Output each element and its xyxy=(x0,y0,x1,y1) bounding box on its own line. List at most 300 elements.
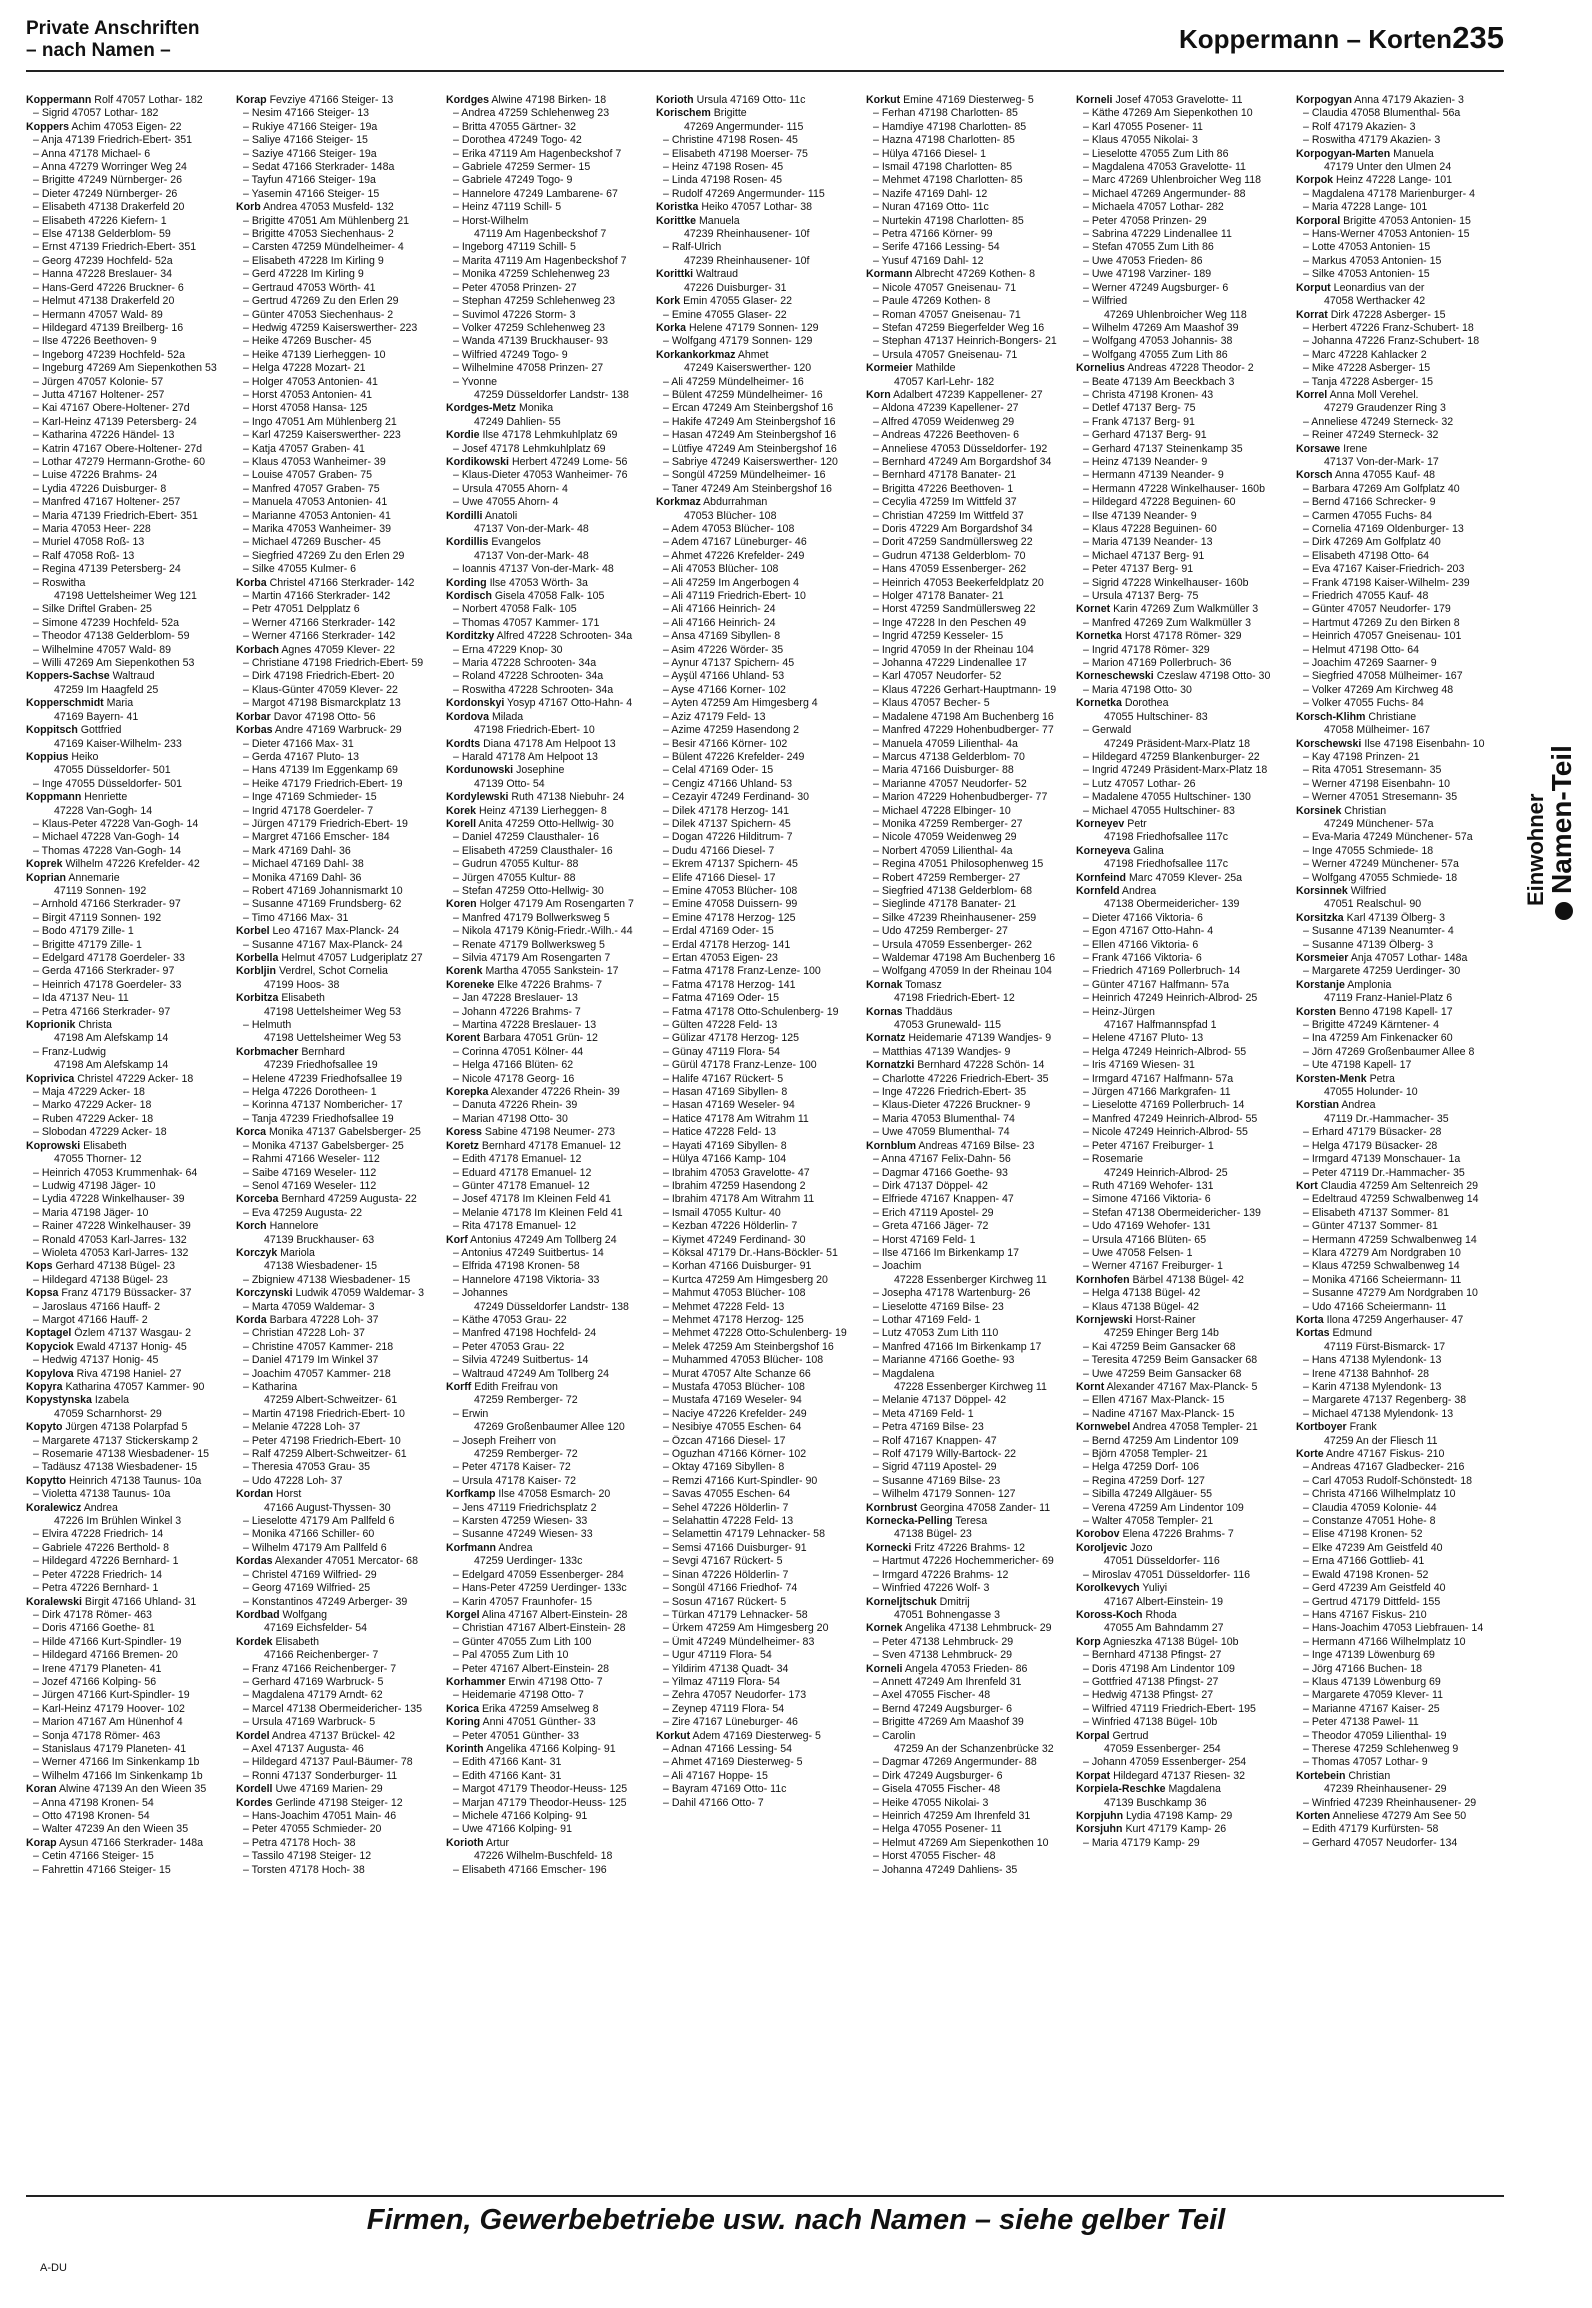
directory-subentry: – Savas 47055 Eschen- 64 xyxy=(663,1488,791,1501)
directory-subentry: – Marion 47229 Hohenbudberger- 77 xyxy=(873,791,1048,804)
directory-subentry: – Heike 47269 Buscher- 45 xyxy=(243,335,372,348)
directory-subentry: – Kiymet 47249 Ferdinand- 30 xyxy=(663,1233,806,1246)
entry-details: Christel 47229 Acker- 18 xyxy=(77,1072,194,1085)
directory-subentry: – Nadine 47167 Max-Planck- 15 xyxy=(1083,1407,1235,1420)
directory-subentry: – Wilhelm 47269 Am Maashof 39 xyxy=(1083,321,1239,334)
directory-subentry: – Waldemar 47198 Am Buchenberg 16 xyxy=(873,952,1056,964)
entry-details: Elisabeth xyxy=(83,1139,127,1152)
entry-details: Barbara 47051 Grün- 12 xyxy=(483,1032,598,1045)
directory-subentry: – Thomas 47228 Van-Gogh- 14 xyxy=(33,844,182,857)
surname: Koppmann xyxy=(26,791,82,804)
surname: Korneli xyxy=(866,1662,903,1675)
directory-subentry: – Ingrid 47178 Römer- 329 xyxy=(1083,643,1210,656)
directory-entry xyxy=(446,1542,654,1555)
directory-entry xyxy=(236,1797,444,1810)
entry-details: Georgina 47058 Zander- 11 xyxy=(920,1501,1051,1514)
directory-subentry: – Marian 47198 Otto- 30 xyxy=(453,1112,568,1125)
directory-subentry: – Marika 47053 Wanheimer- 39 xyxy=(243,523,391,535)
address-continuation: 47179 Unter den Ulmen 24 xyxy=(1324,161,1452,174)
directory-subentry: – Manfred 47229 Hohenbudberger- 77 xyxy=(873,724,1054,737)
address-continuation: 47139 Buschkamp 36 xyxy=(1104,1796,1207,1809)
entry-details: Agnieszka 47138 Bügel- 10b xyxy=(1103,1635,1239,1648)
directory-subentry: – Ursula 47166 Blüten- 65 xyxy=(1083,1233,1207,1246)
directory-subentry: – Sabriye 47249 Kaiserswerther- 120 xyxy=(663,455,838,468)
directory-subentry: – Emine 47055 Glaser- 22 xyxy=(663,308,787,321)
surname: Kornwebel xyxy=(1076,1421,1131,1434)
directory-entry xyxy=(446,898,654,911)
directory-subentry: – Konstantinos 47249 Arberger- 39 xyxy=(243,1595,408,1608)
surname: Korsch-Klihm xyxy=(1296,710,1366,723)
directory-subentry: – Jörn 47269 Großenbaumer Allee 8 xyxy=(1303,1045,1475,1058)
directory-subentry: – Sigrid 47057 Lothar- 182 xyxy=(33,107,159,120)
surname: Korczyk xyxy=(236,1246,278,1259)
directory-entry xyxy=(866,362,1074,375)
directory-subentry: – Bülent 47259 Mündelheimer- 16 xyxy=(663,388,823,401)
entry-details: Teresa xyxy=(955,1515,988,1528)
directory-subentry: – Susanne 47169 Frundsberg- 62 xyxy=(243,898,402,911)
directory-subentry: – Ibrahim 47259 Hasendong 2 xyxy=(663,1179,806,1192)
entry-details: Bärbel 47138 Bügel- 42 xyxy=(1132,1273,1244,1286)
directory-subentry: – Heinz 47119 Schill- 5 xyxy=(453,201,562,214)
directory-subentry: – Yildirim 47138 Quadt- 34 xyxy=(663,1662,789,1675)
address-continuation: 47119 Sonnen- 192 xyxy=(54,884,147,897)
entry-details: Manuela xyxy=(1393,147,1434,160)
address-continuation: 47055 Hultschiner- 83 xyxy=(1104,710,1208,723)
directory-subentry: – Melek 47259 Am Steinbergshof 16 xyxy=(663,1340,834,1353)
directory-entry xyxy=(866,1502,1074,1515)
directory-subentry: – Hildegard 47259 Blankenburger- 22 xyxy=(1083,750,1260,763)
directory-entry xyxy=(1296,952,1496,965)
directory-subentry: – Magdalena 47178 Marienburger- 4 xyxy=(1303,187,1475,200)
directory-entry xyxy=(1296,711,1496,724)
surname: Korischem xyxy=(656,107,711,120)
directory-subentry: – Frank 47137 Berg- 91 xyxy=(1083,415,1195,428)
directory-subentry: – Jens 47119 Friedrichsplatz 2 xyxy=(453,1501,597,1514)
directory-subentry: – Ismail 47198 Charlotten- 85 xyxy=(873,161,1012,174)
directory-subentry: – Käthe 47269 Am Siepenkothen 10 xyxy=(1083,107,1253,120)
directory-subentry: – Werner 47166 Sterkrader- 142 xyxy=(243,616,396,629)
directory-subentry: – Ertan 47053 Eigen- 23 xyxy=(663,952,778,964)
surname: Korenk xyxy=(446,965,483,978)
surname: Kort xyxy=(1296,1179,1318,1192)
surname: Korneyev xyxy=(1076,817,1125,830)
entry-details: Ilse 47053 Wörth- 3a xyxy=(489,576,588,589)
directory-subentry: – Monika 47259 Remberger- 27 xyxy=(873,817,1023,830)
entry-details: Barbara 47228 Loh- 37 xyxy=(269,1313,379,1326)
directory-subentry: – Zire 47167 Lüneburger- 46 xyxy=(663,1716,798,1729)
directory-entry xyxy=(866,1542,1074,1555)
surname: Korpiela-Reschke xyxy=(1076,1783,1166,1796)
directory-entry xyxy=(446,1609,654,1622)
entry-details: Frank xyxy=(1349,1421,1377,1434)
entry-details: Josef 47053 Gravelotte- 11 xyxy=(1115,94,1243,106)
directory-subentry: – Gertraud 47053 Wörth- 41 xyxy=(243,281,376,294)
directory-subentry: – Mustafa 47053 Blücher- 108 xyxy=(663,1381,805,1393)
entry-details: Anatoli xyxy=(484,509,518,522)
directory-subentry: – Helene 47239 Friedhofsallee 19 xyxy=(243,1072,403,1085)
directory-entry xyxy=(1296,309,1496,322)
directory-subentry: – Gerda 47167 Pluto- 13 xyxy=(243,750,360,763)
address-continuation: 47051 Realschul- 90 xyxy=(1324,898,1422,911)
directory-subentry: – Tanja 47228 Asberger- 15 xyxy=(1303,375,1433,388)
directory-entry xyxy=(236,965,444,978)
directory-subentry: – Michael 47228 Elbinger- 10 xyxy=(873,804,1011,817)
entry-details: Monika xyxy=(519,402,554,415)
directory-subentry: – Hermann 47259 Schwalbenweg 14 xyxy=(1303,1233,1477,1246)
directory-subentry: – Johanna 47249 Dahliens- 35 xyxy=(873,1863,1018,1876)
surname: Kormann xyxy=(866,268,913,281)
directory-subentry: – Udo 47259 Remberger- 27 xyxy=(873,925,1008,938)
directory-subentry: – Ida 47137 Neu- 11 xyxy=(33,992,129,1005)
directory-subentry: – Ahmet 47226 Krefelder- 249 xyxy=(663,549,805,562)
side-tab-title-text: Namen-Teil xyxy=(1546,745,1577,894)
directory-subentry: – Claudia 47059 Kolonie- 44 xyxy=(1303,1501,1437,1514)
entry-details: Erika 47259 Amselweg 8 xyxy=(481,1702,599,1715)
directory-subentry: – Inge 47055 Schmiede- 18 xyxy=(1303,844,1434,857)
directory-subentry: – Marianne 47053 Antonien- 41 xyxy=(243,509,391,522)
entry-details: Aysun 47166 Sterkrader- 148a xyxy=(58,1836,204,1849)
entry-details: Christiane xyxy=(1368,710,1417,723)
directory-subentry: – Karl 47057 Neudorfer- 52 xyxy=(873,670,1002,683)
directory-subentry: – Ayşül 47166 Uhland- 53 xyxy=(663,670,785,683)
directory-subentry: – Dirk 47178 Römer- 463 xyxy=(33,1608,152,1621)
entry-details: Antonius 47249 Am Tollberg 24 xyxy=(470,1233,617,1246)
directory-subentry: – Aziz 47179 Feld- 13 xyxy=(663,710,766,723)
directory-subentry: – Cengiz 47166 Uhland- 53 xyxy=(663,777,792,790)
directory-subentry: – Elisabeth 47137 Sommer- 81 xyxy=(1303,1206,1450,1219)
directory-entry xyxy=(236,1636,444,1649)
directory-subentry: – Emine 47178 Herzog- 125 xyxy=(663,911,796,924)
surname: Korsinek xyxy=(1296,804,1342,817)
directory-subentry: – Klara 47279 Am Nordgraben 10 xyxy=(1303,1246,1461,1259)
directory-entry xyxy=(446,1743,654,1756)
surname: Kordunowski xyxy=(446,764,514,777)
surname: Koppitsch xyxy=(26,724,78,737)
surname: Kornek xyxy=(866,1622,903,1635)
directory-subentry: – Michael 47138 Mylendonk- 13 xyxy=(1303,1407,1454,1420)
directory-subentry: – Nesim 47166 Steiger- 13 xyxy=(243,107,370,120)
directory-subentry: – Georg 47239 Hochfeld- 52a xyxy=(33,254,173,267)
entry-details: Brigitte xyxy=(713,107,747,120)
directory-entry xyxy=(446,94,654,107)
directory-subentry: – Naciye 47226 Krefelder- 249 xyxy=(663,1407,807,1420)
entry-details: Yuliyi xyxy=(1142,1582,1168,1595)
entry-details: Henriette xyxy=(84,791,128,804)
directory-subentry: – Sven 47138 Lehmbruck- 29 xyxy=(873,1649,1012,1662)
directory-subentry: – Elisabeth 47166 Emscher- 196 xyxy=(453,1863,607,1876)
directory-subentry: – Sibilla 47249 Allgäuer- 55 xyxy=(1083,1488,1212,1501)
directory-subentry: – Egon 47167 Otto-Hahn- 4 xyxy=(1083,925,1214,938)
entry-details: Rolf 47057 Lothar- 182 xyxy=(94,94,203,106)
entry-details: Gottfried xyxy=(80,724,122,737)
directory-subentry: – Helga 47228 Mozart- 21 xyxy=(243,362,366,375)
entry-details: Hannelore xyxy=(269,1220,319,1233)
directory-subentry: – Gabriele 47259 Sermer- 15 xyxy=(453,161,591,174)
directory-subentry: – Susanne 47279 Am Nordgraben 10 xyxy=(1303,1287,1478,1300)
address-continuation: 47226 Im Brühlen Winkel 3 xyxy=(54,1515,182,1528)
directory-subentry: – Özcan 47166 Diesel- 17 xyxy=(663,1434,786,1447)
directory-subentry: – Margarete 47059 Klever- 11 xyxy=(1303,1689,1443,1702)
directory-subentry: – Maria 47053 Blumenthal- 74 xyxy=(873,1112,1015,1125)
directory-subentry: – Horst 47055 Fischer- 48 xyxy=(873,1850,996,1863)
entry-details: Andrea xyxy=(83,1501,118,1514)
directory-subentry: – Köksal 47179 Dr.-Hans-Böckler- 51 xyxy=(663,1246,838,1259)
directory-entry xyxy=(446,764,654,777)
entry-details: Amplonia xyxy=(1347,978,1392,991)
directory-column xyxy=(656,94,864,2180)
directory-subentry: – Margot 47166 Hauff- 2 xyxy=(33,1313,148,1326)
directory-subentry: – Friedrich 47055 Kauf- 48 xyxy=(1303,590,1429,603)
address-continuation: 47167 Halfmannspfad 1 xyxy=(1104,1019,1217,1032)
directory-subentry: – Udo 47166 Scheiermann- 11 xyxy=(1303,1300,1447,1313)
directory-column xyxy=(866,94,1074,2180)
directory-subentry: – Lieselotte 47055 Zum Lith 86 xyxy=(1083,147,1229,160)
surname: Kordonskyi xyxy=(446,697,505,710)
directory-subentry: – Maria 47139 Friedrich-Ebert- 351 xyxy=(33,509,198,522)
directory-subentry: – Heinrich 47249 Heinrich-Albrod- 25 xyxy=(1083,992,1258,1005)
directory-entry xyxy=(1076,1421,1294,1434)
surname: Korbella xyxy=(236,952,279,964)
directory-subentry: – Sehel 47226 Hölderlin- 7 xyxy=(663,1501,789,1514)
directory-subentry: – Manuela 47053 Antonien- 41 xyxy=(243,496,388,509)
directory-subentry: – Erika 47119 Am Hagenbeckshof 7 xyxy=(453,147,622,160)
directory-subentry: – Beate 47139 Am Beeckbach 3 xyxy=(1083,375,1235,388)
directory-subentry: – Werner 47166 Sterkrader- 142 xyxy=(243,630,396,643)
directory-subentry: – Ahmet 47169 Diesterweg- 5 xyxy=(663,1756,803,1769)
directory-subentry: – Holger 47053 Antonien- 41 xyxy=(243,375,378,388)
directory-subentry: – Björn 47058 Templer- 21 xyxy=(1083,1448,1208,1461)
address-continuation: 47259 Albert-Schweitzer- 61 xyxy=(264,1394,398,1407)
directory-subentry: – Ingo 47051 Am Mühlenberg 21 xyxy=(243,415,397,428)
surname: Kordek xyxy=(236,1635,273,1648)
directory-subentry: – Ralf 47058 Roß- 13 xyxy=(33,549,135,562)
directory-subentry: – Dirk 47198 Friedrich-Ebert- 20 xyxy=(243,670,395,683)
directory-subentry: – Gabriele 47249 Togo- 9 xyxy=(453,174,573,187)
directory-entry xyxy=(26,670,234,683)
directory-subentry: – Yasemin 47166 Steiger- 15 xyxy=(243,187,380,200)
directory-subentry: – Ilse 47166 Im Birkenkamp 17 xyxy=(873,1246,1020,1259)
directory-subentry: – Anna 47178 Michael- 6 xyxy=(33,147,151,160)
address-continuation: 47228 Essenberger Kirchweg 11 xyxy=(894,1273,1047,1286)
surname: Korap xyxy=(26,1836,57,1849)
directory-subentry: – Senol 47169 Weseler- 112 xyxy=(243,1179,377,1192)
directory-entry xyxy=(1296,979,1496,992)
directory-subentry: – Bernd 47259 Am Lindentor 109 xyxy=(1083,1434,1239,1447)
directory-entry xyxy=(26,872,234,885)
directory-subentry: – Nicole 47178 Georg- 16 xyxy=(453,1072,575,1085)
directory-subentry: – Michael 47269 Angermunder- 88 xyxy=(1083,187,1246,200)
directory-subentry: – Brigitte 47269 Am Maashof 39 xyxy=(873,1716,1024,1729)
directory-entry xyxy=(236,925,444,938)
directory-entry xyxy=(236,577,444,590)
directory-subentry: – Uwe 47259 Beim Gansacker 68 xyxy=(1083,1367,1242,1380)
directory-subentry: – Bernhard 47138 Pfingst- 27 xyxy=(1083,1649,1222,1662)
directory-entry xyxy=(26,697,234,710)
directory-subentry: – Inge 47055 Düsseldorfer- 501 xyxy=(33,777,183,790)
directory-subentry: – Helmut 47269 Am Siepenkothen 10 xyxy=(873,1836,1049,1849)
directory-subentry: – Klaus-Dieter 47226 Bruckner- 9 xyxy=(873,1099,1031,1112)
entry-details: Irene xyxy=(1343,442,1368,455)
directory-subentry: – Joachim 47057 Kammer- 218 xyxy=(243,1367,391,1380)
address-continuation: 47139 Bruckhauser- 63 xyxy=(264,1233,375,1246)
directory-subentry: – Uwe 47198 Varziner- 189 xyxy=(1083,268,1212,281)
surname: Kornfeld xyxy=(1076,884,1120,897)
directory-entry xyxy=(1076,94,1294,107)
directory-entry xyxy=(656,349,864,362)
directory-subentry: – Rosemarie 47138 Wiesbadener- 15 xyxy=(33,1448,210,1461)
directory-subentry: – Hildegard 47228 Beguinen- 60 xyxy=(1083,496,1236,509)
surname: Kornbrust xyxy=(866,1501,918,1514)
directory-entry xyxy=(1076,845,1294,858)
surname: Korpogyan-Marten xyxy=(1296,147,1391,160)
surname: Kornhofen xyxy=(1076,1273,1130,1286)
directory-subentry: – Karsten 47259 Wiesen- 33 xyxy=(453,1515,588,1528)
directory-subentry: – Peter 47055 Schmieder- 20 xyxy=(243,1823,382,1836)
directory-subentry: – Maja 47229 Acker- 18 xyxy=(33,1086,145,1099)
directory-subentry: – Andreas 47167 Gladbecker- 216 xyxy=(1303,1461,1465,1474)
directory-subentry: – Elise 47198 Kronen- 52 xyxy=(1303,1528,1423,1541)
directory-entry xyxy=(26,1287,234,1300)
surname: Korn xyxy=(866,388,891,401)
directory-subentry: – Theresia 47053 Grau- 35 xyxy=(243,1461,371,1474)
directory-subentry: – Petra 47169 Bilse- 23 xyxy=(873,1421,984,1434)
directory-subentry: – Claudia 47058 Blumenthal- 56a xyxy=(1303,107,1461,120)
directory-entry xyxy=(1296,1770,1496,1783)
directory-subentry: – Josef 47178 Im Kleinen Feld 41 xyxy=(453,1193,611,1206)
surname: Korioth xyxy=(446,1836,484,1849)
directory-subentry: – Ewald 47198 Kronen- 52 xyxy=(1303,1568,1429,1581)
surname: Korczynski xyxy=(236,1287,293,1300)
surname: Kops xyxy=(26,1260,53,1273)
entry-details: Abdurrahman xyxy=(703,496,768,509)
directory-entry xyxy=(1296,215,1496,228)
directory-subentry: – Helene 47167 Pluto- 13 xyxy=(1083,1032,1204,1045)
directory-entry xyxy=(866,1515,1074,1528)
directory-subentry: – Ursula 47055 Ahorn- 4 xyxy=(453,482,568,495)
entry-details: Tomasz xyxy=(905,978,942,991)
directory-subentry: – Gerd 47228 Im Kirling 9 xyxy=(243,268,364,281)
directory-subentry: – Sevgi 47167 Rückert- 5 xyxy=(663,1555,783,1568)
directory-entry xyxy=(1296,805,1496,818)
directory-subentry: – Peter 47198 Friedrich-Ebert- 10 xyxy=(243,1434,401,1447)
directory-entry xyxy=(446,738,654,751)
directory-subentry: – Ali 47119 Friedrich-Ebert- 10 xyxy=(663,590,806,603)
directory-subentry: – Jürgen 47166 Markgrafen- 11 xyxy=(1083,1086,1231,1099)
entry-details: Claudia 47259 Am Seltenreich 29 xyxy=(1320,1179,1478,1192)
directory-subentry: – Roman 47057 Gneisenau- 71 xyxy=(873,308,1021,321)
directory-subentry: – Ina 47259 Am Finkenacker 60 xyxy=(1303,1032,1453,1045)
entry-details: Wilfried xyxy=(1350,884,1387,897)
address-continuation: 47198 Uettelsheimer Weg 53 xyxy=(264,1032,402,1045)
surname: Kornetka xyxy=(1076,630,1122,643)
directory-subentry: – Ursula 47137 Berg- 75 xyxy=(1083,590,1199,603)
directory-subentry: – Udo 47169 Wehofer- 131 xyxy=(1083,1220,1211,1233)
directory-entry xyxy=(26,751,234,764)
address-continuation: 47259 Im Haagfeld 25 xyxy=(54,683,159,696)
address-continuation: 47198 Friedrich-Ebert- 12 xyxy=(894,992,1015,1005)
directory-subentry: – Erdal 47169 Oder- 15 xyxy=(663,925,774,938)
directory-subentry: – Rukiye 47166 Steiger- 19a xyxy=(243,120,378,133)
surname: Kornelius xyxy=(1076,362,1125,375)
directory-entry xyxy=(26,1475,234,1488)
directory-entry xyxy=(26,724,234,737)
directory-subentry: – Inge 47226 Friedrich-Ebert- 35 xyxy=(873,1086,1027,1099)
directory-subentry: – Hasan 47169 Weseler- 94 xyxy=(663,1099,795,1112)
directory-entry xyxy=(866,1663,1074,1676)
directory-subentry: – Matthias 47139 Wandjes- 9 xyxy=(873,1045,1011,1058)
surname: Koptagel xyxy=(26,1327,72,1340)
directory-entry xyxy=(1076,885,1294,898)
entry-details: Elisabeth xyxy=(275,1635,320,1648)
surname: Kopyto xyxy=(26,1421,63,1434)
surname: Korsten-Menk xyxy=(1296,1072,1367,1085)
directory-subentry: – Ernst 47139 Friedrich-Ebert- 351 xyxy=(33,241,197,254)
entry-details: Angelika 47138 Lehmbruck- 29 xyxy=(904,1622,1052,1635)
entry-details: Ilona 47259 Angerhauser- 47 xyxy=(1326,1313,1464,1326)
directory-subentry: – Manfred 47269 Zum Walkmüller 3 xyxy=(1083,616,1251,629)
entry-details: Adem 47169 Diesterweg- 5 xyxy=(692,1729,821,1742)
directory-subentry: – Axel 47055 Fischer- 48 xyxy=(873,1689,991,1702)
address-continuation: 47138 Wiesbadener- 15 xyxy=(264,1260,378,1273)
directory-subentry: – Horst 47169 Feld- 1 xyxy=(873,1233,976,1246)
address-continuation: 47138 Obermeidericher- 139 xyxy=(1104,898,1240,911)
directory-entry xyxy=(1296,1099,1496,1112)
surname: Koross-Koch xyxy=(1076,1608,1143,1621)
directory-subentry: – Dagmar 47166 Goethe- 93 xyxy=(873,1166,1008,1179)
directory-subentry: – Marc 47269 Uhlenbroicher Weg 118 xyxy=(1083,174,1262,187)
directory-entry xyxy=(446,510,654,523)
directory-subentry: – Irmgard 47226 Brahms- 12 xyxy=(873,1568,1009,1581)
directory-entry xyxy=(656,295,864,308)
directory-subentry: – Oguzhan 47166 Körner- 102 xyxy=(663,1448,807,1461)
directory-subentry: – Hamdiye 47198 Charlotten- 85 xyxy=(873,120,1027,133)
directory-subentry: – Helga 47138 Bügel- 42 xyxy=(1083,1287,1201,1300)
directory-subentry: – Louise 47057 Graben- 75 xyxy=(243,469,372,482)
directory-subentry: – Sinan 47226 Hölderlin- 7 xyxy=(663,1568,789,1581)
directory-subentry: – Peter 47167 Freiburger- 1 xyxy=(1083,1139,1214,1152)
directory-entry xyxy=(1296,148,1496,161)
directory-subentry: – Madalene 47055 Hultschiner- 130 xyxy=(1083,791,1251,804)
directory-entry xyxy=(26,1341,234,1354)
directory-entry xyxy=(1296,282,1496,295)
directory-subentry: – Frank 47198 Kaiser-Wilhelm- 239 xyxy=(1303,576,1470,589)
directory-entry xyxy=(656,201,864,214)
directory-subentry: – Dieter 47249 Nürnberger- 26 xyxy=(33,187,178,200)
directory-subentry: – Heinrich 47259 Am Ihrenfeld 31 xyxy=(873,1810,1031,1822)
directory-entry xyxy=(866,979,1074,992)
directory-entry xyxy=(1076,1609,1294,1622)
address-continuation: 47137 Von-der-Mark- 48 xyxy=(474,523,589,535)
section-title-line1: Private Anschriften xyxy=(26,18,200,39)
entry-details: Leo 47167 Max-Planck- 24 xyxy=(272,925,400,938)
directory-entry xyxy=(446,429,654,442)
directory-entry xyxy=(26,1327,234,1340)
directory-subentry: – Bodo 47179 Zille- 1 xyxy=(33,925,134,938)
surname: Korneyeva xyxy=(1076,844,1131,857)
name-range: Koppermann – Korten xyxy=(1178,24,1452,54)
address-continuation: 47055 Thorner- 12 xyxy=(54,1153,142,1166)
entry-details: Galina xyxy=(1133,844,1164,857)
entry-details: Christel 47166 Sterkrader- 142 xyxy=(269,576,415,589)
directory-subentry: – Petra 47226 Bernhard- 1 xyxy=(33,1582,159,1595)
entry-details: Artur xyxy=(486,1836,509,1849)
directory-subentry: – Eduard 47178 Emanuel- 12 xyxy=(453,1166,592,1179)
entry-details: Franz 47179 Büssacker- 37 xyxy=(61,1287,192,1300)
surname: Kordikowski xyxy=(446,455,509,468)
directory-subentry: – Hatice 47178 Am Witrahm 11 xyxy=(663,1112,809,1125)
directory-subentry: – Kurtca 47259 Am Himgesberg 20 xyxy=(663,1273,828,1286)
directory-subentry: – Erhard 47179 Büsacker- 28 xyxy=(1303,1126,1442,1139)
